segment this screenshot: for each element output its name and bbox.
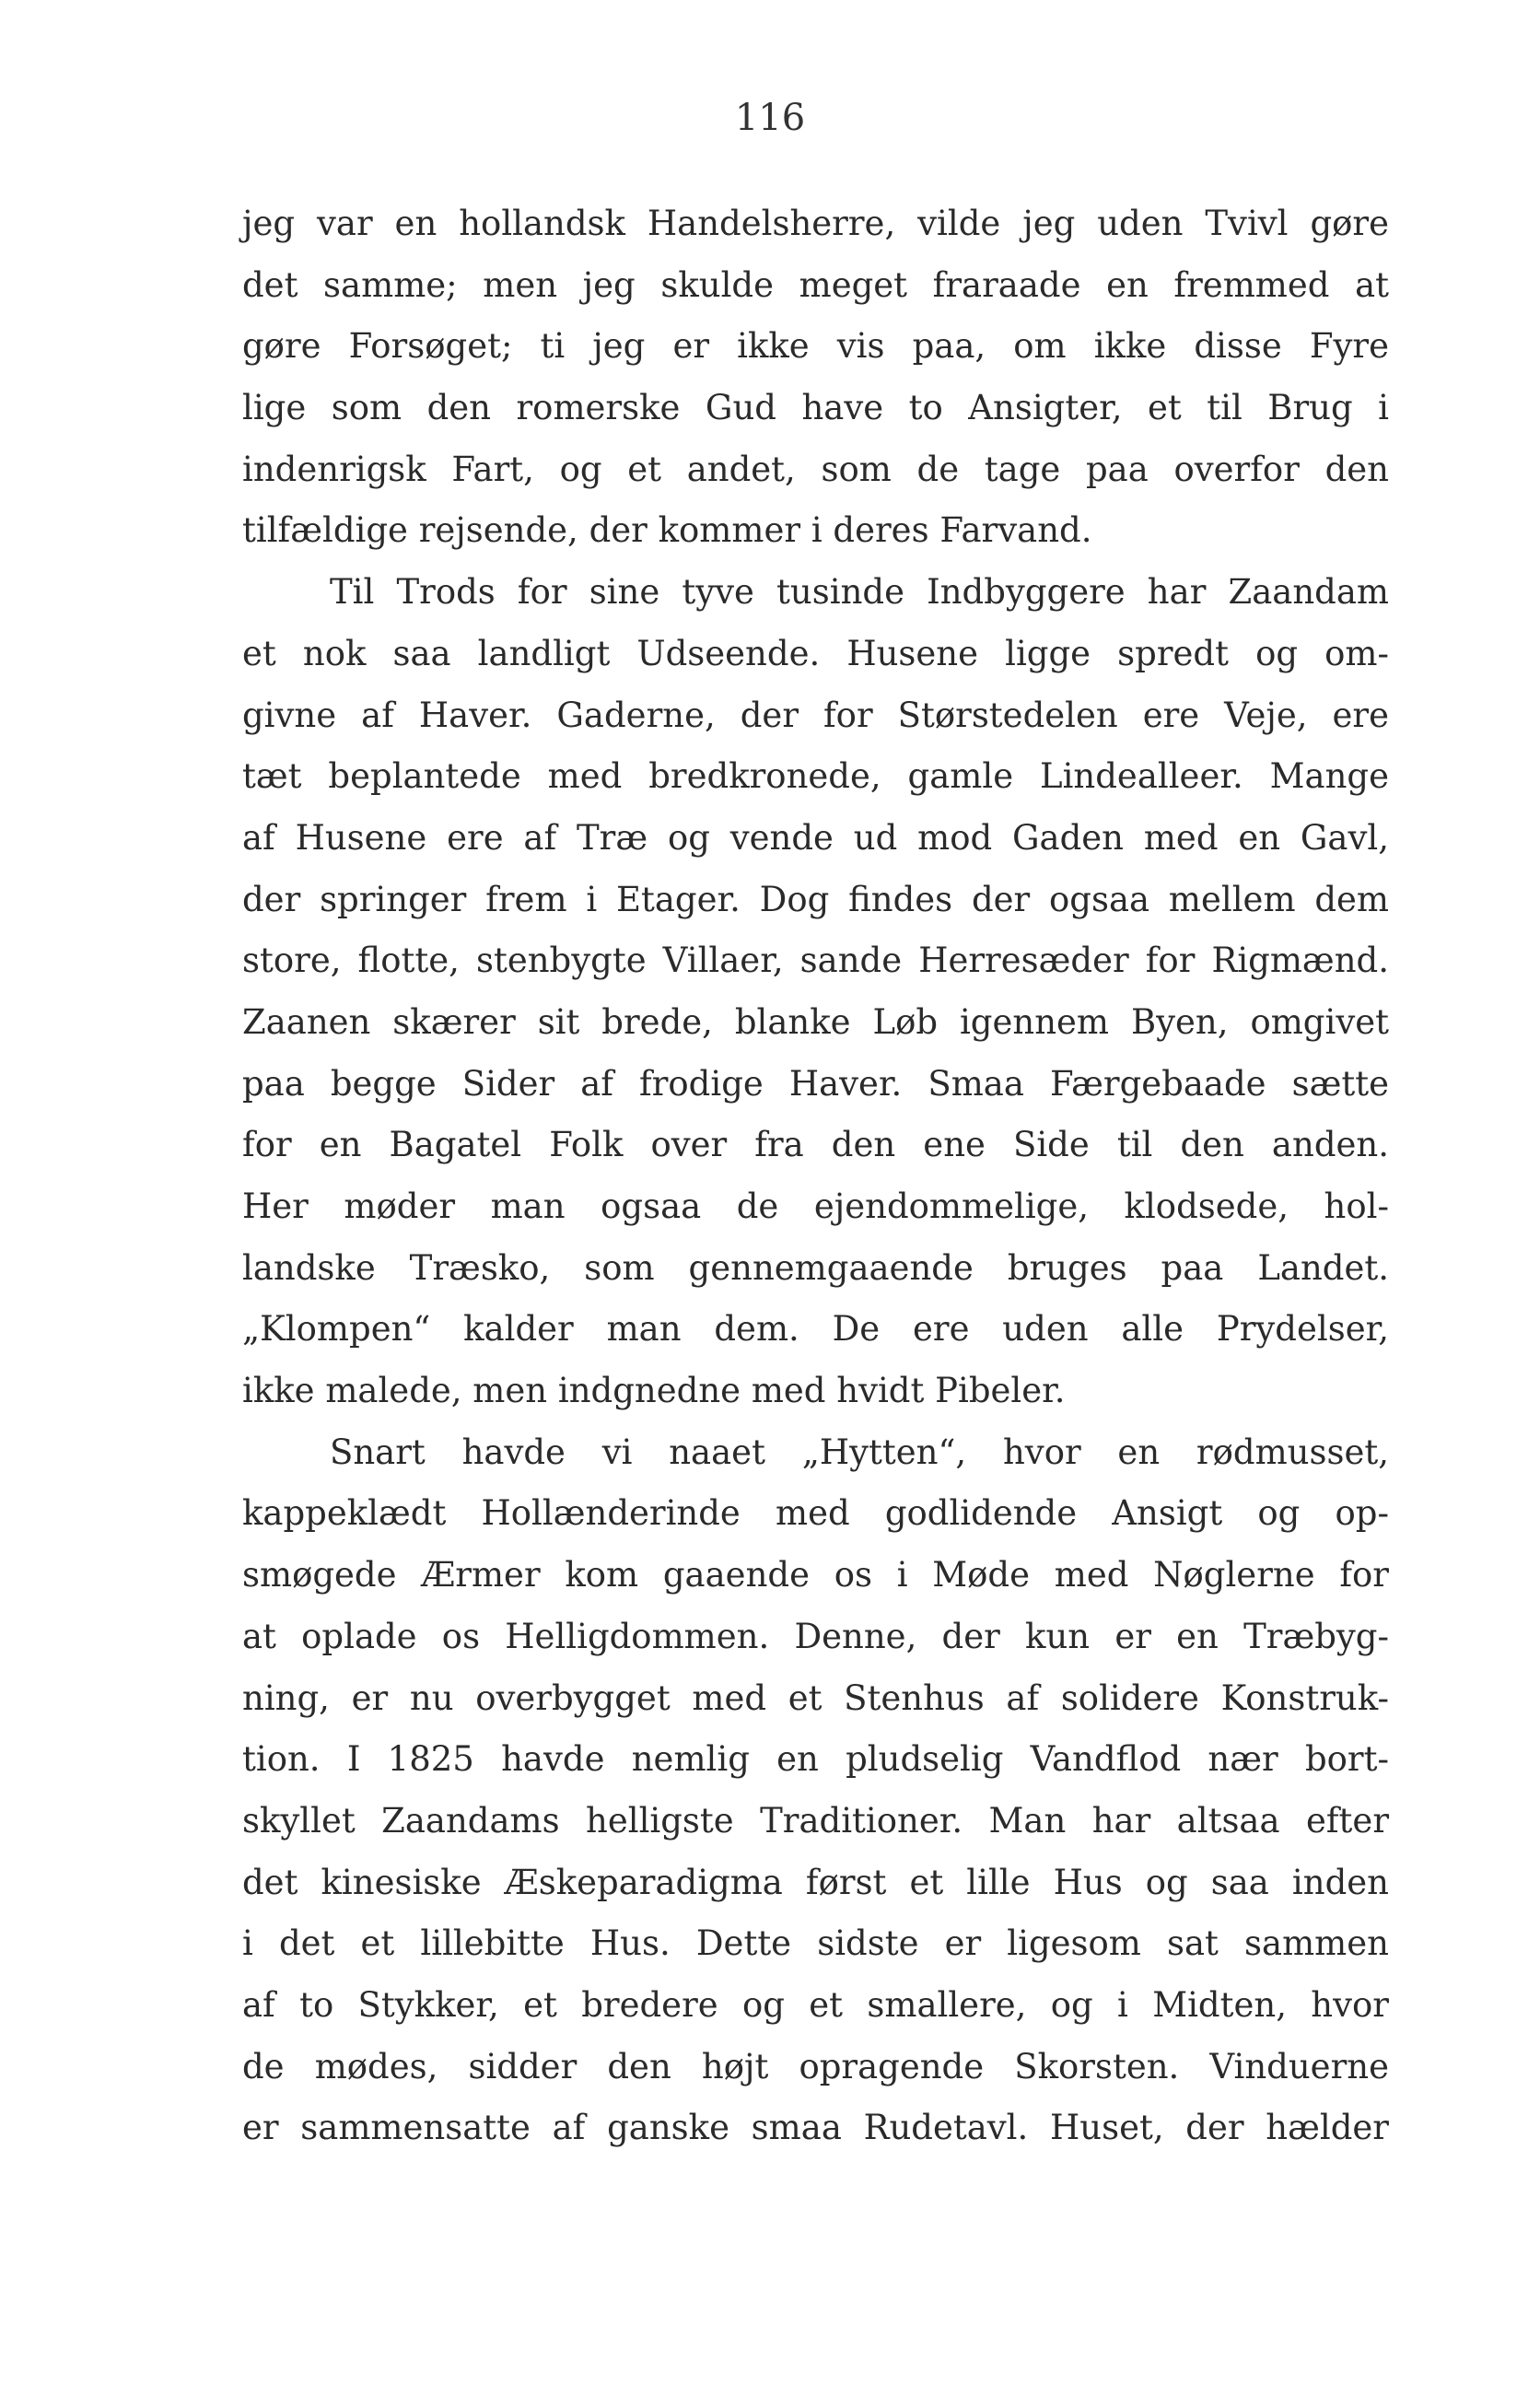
text-line: jeg var en hollandsk Handelsherre, vilde jeg uden Tvivl gøre xyxy=(242,204,1389,243)
text-line: givne af Haver. Gaderne, der for Størstedelen ere Veje, ere xyxy=(242,695,1389,735)
text-line: de mødes, sidder den højt opragende Skorsten. Vinduerne xyxy=(242,2046,1389,2086)
text-line: et nok saa landligt Udseende. Husene ligge spredt og om- xyxy=(242,633,1389,673)
text-line: tion. I 1825 havde nemlig en pludselig Vandflod nær bort- xyxy=(242,1739,1389,1780)
text-line: Snart havde vi naaet „Hytten“, hvor en rødmusset, xyxy=(330,1432,1389,1472)
text-line: smøgede Ærmer kom gaaende os i Møde med Nøglerne for xyxy=(242,1555,1389,1595)
text-line: store, flotte, stenbygte Villaer, sande Herresæder for Rigmænd. xyxy=(242,941,1389,981)
text-line: tilfældige rejsende, der kommer i deres Farvand. xyxy=(242,510,1092,551)
text-line: det samme; men jeg skulde meget fraraade en fremmed at xyxy=(242,264,1389,305)
text-line: Her møder man ogsaa de ejendommelige, klodsede, hol- xyxy=(242,1186,1389,1226)
text-line: „Klompen“ kalder man dem. De ere uden alle Prydelser, xyxy=(242,1309,1389,1350)
page-number: 116 xyxy=(734,97,806,139)
text-line: Zaanen skærer sit brede, blanke Løb igennem Byen, omgivet xyxy=(242,1001,1389,1042)
text-line: i det et lillebitte Hus. Dette sidste er ligesom sat sammen xyxy=(242,1923,1389,1964)
text-line: landske Træsko, som gennemgaaende bruges paa Landet. xyxy=(242,1247,1389,1288)
text-line: er sammensatte af ganske smaa Rudetavl. Huset, der hælder xyxy=(242,2108,1389,2148)
text-line: paa begge Sider af frodige Haver. Smaa Færgebaade sætte xyxy=(242,1063,1389,1104)
text-line: for en Bagatel Folk over fra den ene Side til den anden. xyxy=(242,1125,1389,1165)
text-line: af to Stykker, et bredere og et smallere, og i Midten, hvor xyxy=(242,1984,1389,2025)
text-line: ning, er nu overbygget med et Stenhus af solidere Konstruk- xyxy=(242,1677,1389,1718)
text-line: lige som den romerske Gud have to Ansigter, et til Brug i xyxy=(242,388,1389,428)
text-line: gøre Forsøget; ti jeg er ikke vis paa, om ikke disse Fyre xyxy=(242,326,1389,367)
text-line: ikke malede, men indgnedne med hvidt Pibeler. xyxy=(242,1371,1066,1411)
text-line: at oplade os Helligdommen. Denne, der kun er en Træbyg- xyxy=(242,1616,1389,1656)
text-line: kappeklædt Hollænderinde med godlidende Ansigt og op- xyxy=(242,1493,1389,1534)
text-line: Til Trods for sine tyve tusinde Indbyggere har Zaandam xyxy=(330,572,1389,613)
text-line: af Husene ere af Træ og vende ud mod Gaden med en Gavl, xyxy=(242,817,1389,858)
text-line: der springer frem i Etager. Dog findes der ogsaa mellem dem xyxy=(242,879,1389,919)
text-line: indenrigsk Fart, og et andet, som de tage paa overfor den xyxy=(242,449,1389,489)
body-text xyxy=(242,193,1389,2159)
text-line: skyllet Zaandams helligste Traditioner. Man har altsaa efter xyxy=(242,1800,1389,1841)
text-line: tæt beplantede med bredkronede, gamle Lindealleer. Mange xyxy=(242,756,1389,797)
text-line: det kinesiske Æskeparadigma først et lille Hus og saa inden xyxy=(242,1862,1389,1902)
